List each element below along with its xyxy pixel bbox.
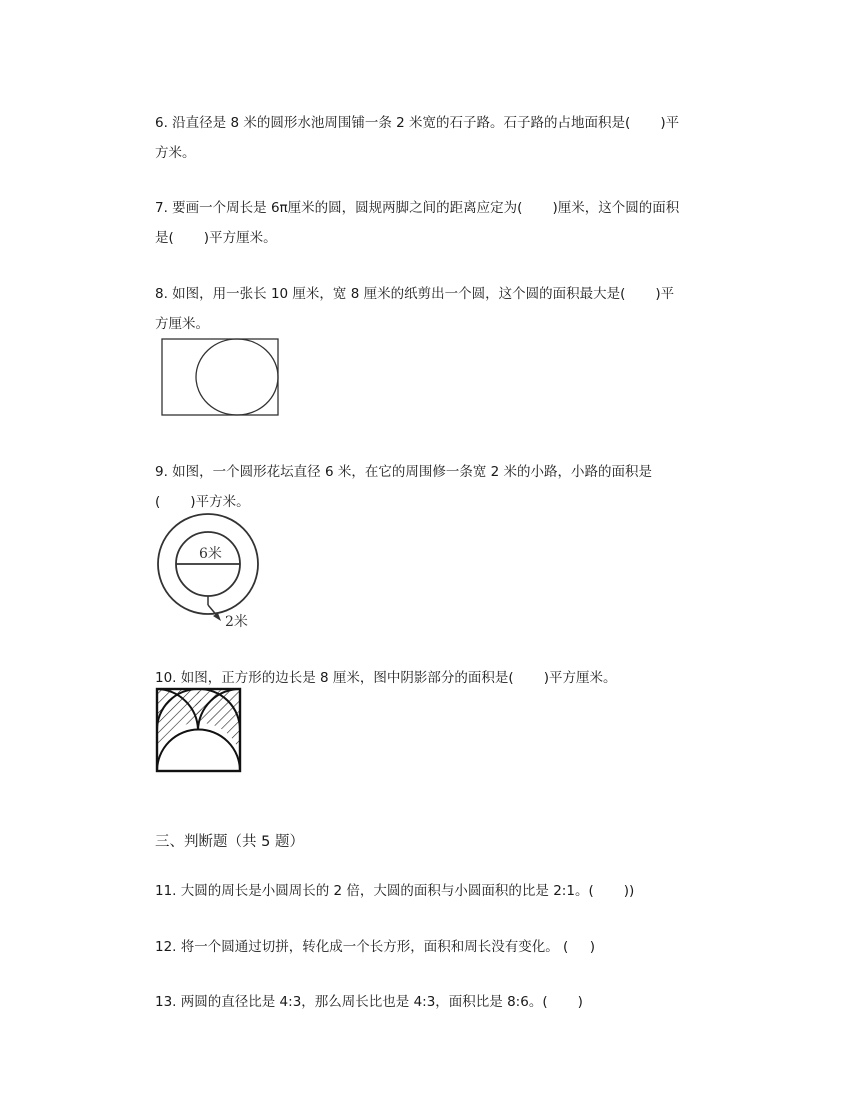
question-8-figure xyxy=(160,338,280,418)
paper-rectangle xyxy=(162,339,278,415)
question-7-line-2: 是( )平方厘米。 xyxy=(155,230,277,246)
question-6-line-2: 方米。 xyxy=(155,145,196,161)
section-3-title: 三、判断题（共 5 题） xyxy=(155,834,304,850)
cut-circle xyxy=(196,339,278,415)
question-11: 11. 大圆的周长是小圆周长的 2 倍，大圆的面积与小圆面积的比是 2:1。( )) xyxy=(155,883,635,899)
question-9-figure xyxy=(155,512,270,634)
diameter-label: 6米 xyxy=(199,546,222,562)
question-12: 12. 将一个圆通过切拼，转化成一个长方形，面积和周长没有变化。 ( ) xyxy=(155,939,596,955)
question-6-line-1: 6. 沿直径是 8 米的圆形水池周围铺一条 2 米宽的石子路。石子路的占地面积是( )平 xyxy=(155,115,680,131)
question-8-line-1: 8. 如图，用一张长 10 厘米，宽 8 厘米的纸剪出一个圆，这个圆的面积最大是( )平 xyxy=(155,286,675,302)
question-10-line-1: 10. 如图，正方形的边长是 8 厘米，图中阴影部分的面积是( )平方厘米。 xyxy=(155,670,617,686)
path-width-label: 2米 xyxy=(225,614,248,630)
bottom-semicircle xyxy=(157,730,240,771)
question-9-line-1: 9. 如图，一个圆形花坛直径 6 米，在它的周围修一条宽 2 米的小路，小路的面积是 xyxy=(155,464,653,480)
question-7-line-1: 7. 要画一个周长是 6π厘米的圆，圆规两脚之间的距离应定为( )厘米，这个圆的面积 xyxy=(155,200,680,216)
question-13: 13. 两圆的直径比是 4:3，那么周长比也是 4:3，面积比是 8:6。( ) xyxy=(155,994,583,1010)
question-8-line-2: 方厘米。 xyxy=(155,316,209,332)
question-9-line-2: ( )平方米。 xyxy=(155,494,250,510)
question-10-figure xyxy=(154,687,244,773)
